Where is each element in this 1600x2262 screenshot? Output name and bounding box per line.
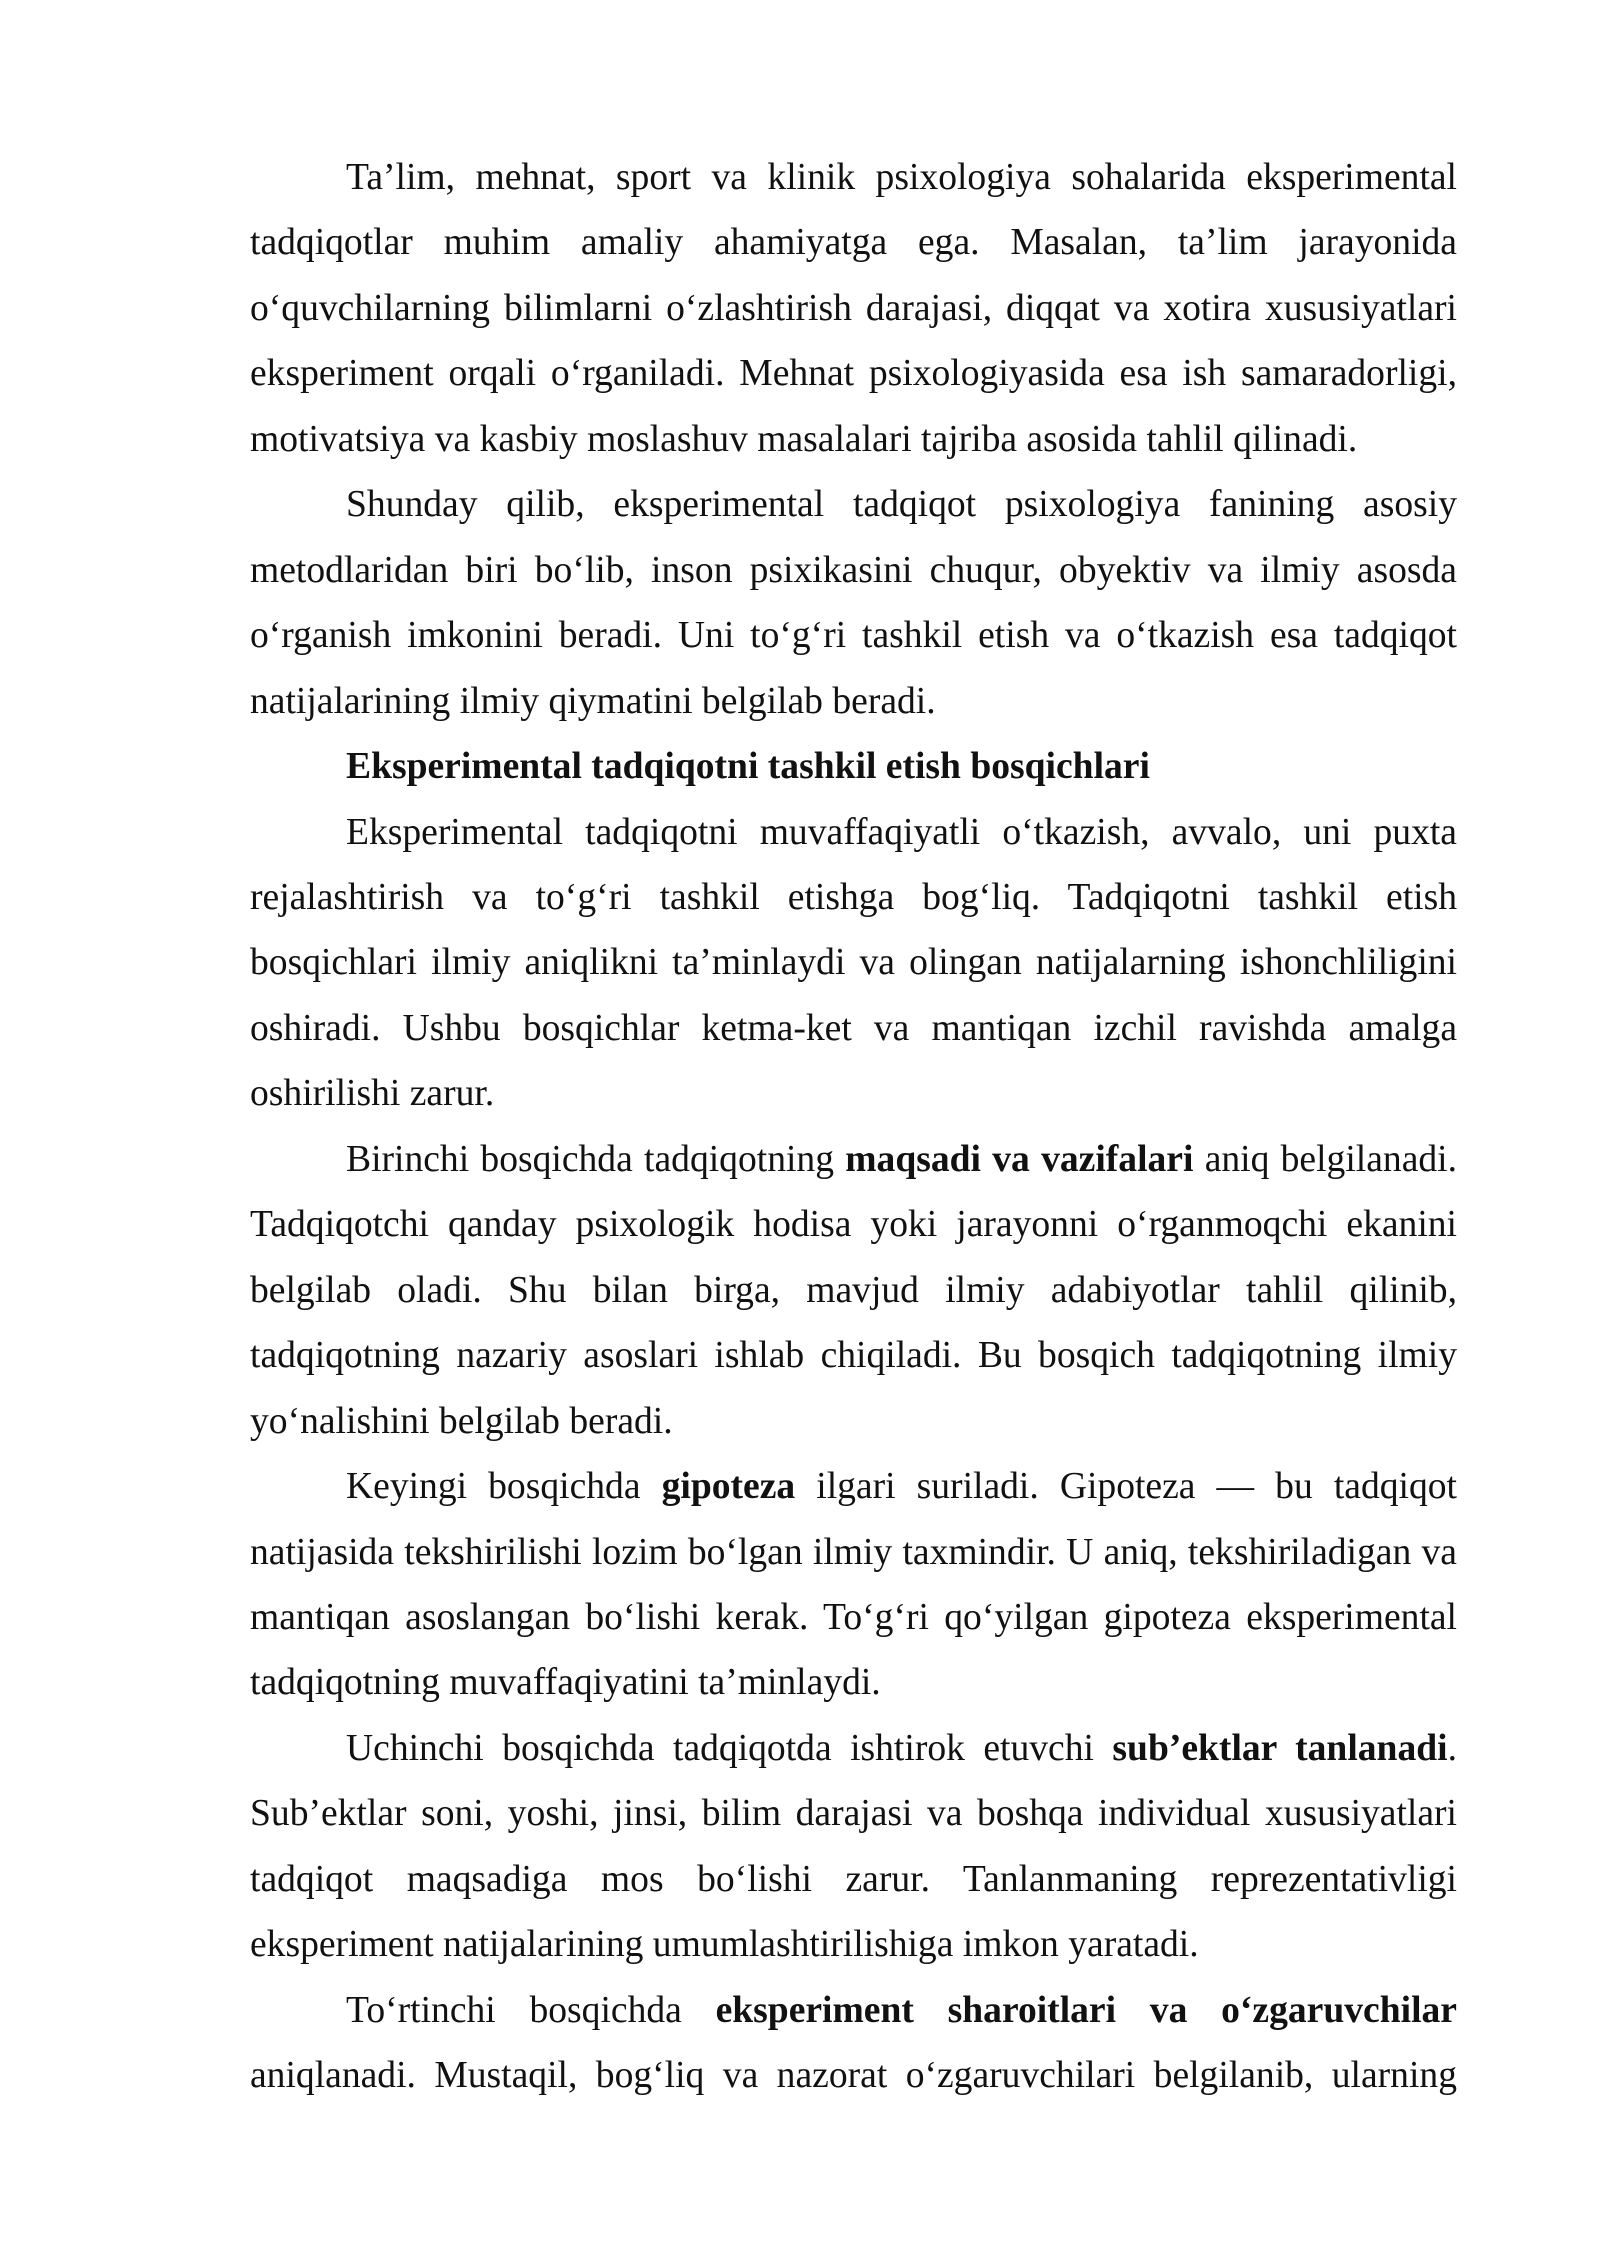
paragraph xyxy=(250,145,1457,472)
section-heading: Eksperimental tadqiqotni tashkil etish bosqichlari xyxy=(346,746,1150,788)
text-run: mantiqan asoslangan bo‘lishi kerak. To‘g‘ri qo‘yilgan gipoteza eksperimental xyxy=(250,1596,1457,1638)
text-line xyxy=(250,930,1457,995)
text-run: metodlaridan biri bo‘lib, inson psixikasini chuqur, obyektiv va ilmiy asosda xyxy=(250,549,1457,591)
text-line xyxy=(250,1454,1457,1519)
paragraph xyxy=(250,472,1457,734)
text-run: Uchinchi bosqichda tadqiqotda ishtirok etuvchi xyxy=(346,1727,1113,1769)
text-run: oshirilishi zarur. xyxy=(250,1073,495,1115)
text-line xyxy=(250,1781,1457,1846)
text-run: oshiradi. Ushbu bosqichlar ketma-ket va mantiqan izchil ravishda amalga xyxy=(250,1007,1457,1049)
text-run: aniqlanadi. Mustaqil, bog‘liq va nazorat o‘zgaruvchilari belgilanib, ularning xyxy=(250,2055,1457,2097)
document-body xyxy=(250,145,1457,2109)
text-line xyxy=(250,1650,1457,1715)
text-run: ilgari suriladi. Gipoteza — bu tadqiqot xyxy=(795,1466,1457,1508)
text-line xyxy=(250,1847,1457,1912)
text-run: o‘quvchilarning bilimlarni o‘zlashtirish darajasi, diqqat va xotira xususiyatlari xyxy=(250,287,1457,329)
text-line xyxy=(250,669,1457,734)
text-run: rejalashtirish va to‘g‘ri tashkil etishga bog‘liq. Tadqiqotni tashkil etish xyxy=(250,876,1457,918)
text-run: tadqiqot maqsadiga mos bo‘lishi zarur. Tanlanmaning reprezentativligi xyxy=(250,1858,1457,1900)
text-run: tadqiqotning muvaffaqiyatini ta’minlaydi. xyxy=(250,1662,881,1704)
text-run: eksperiment orqali o‘rganiladi. Mehnat psixologiyasida esa ish samaradorligi, xyxy=(250,353,1457,395)
text-run: Eksperimental tadqiqotni muvaffaqiyatli o‘tkazish, avvalo, uni puxta xyxy=(346,811,1457,853)
text-line xyxy=(250,1520,1457,1585)
text-run: Sub’ektlar soni, yoshi, jinsi, bilim darajasi va boshqa individual xususiyatlari xyxy=(250,1793,1457,1835)
text-run: . xyxy=(1447,1727,1457,1769)
bold-term: sub’ektlar tanlanadi xyxy=(1112,1727,1448,1769)
text-line xyxy=(250,800,1457,865)
text-run: natijalarining ilmiy qiymatini belgilab beradi. xyxy=(250,680,936,722)
text-run: eksperiment natijalarining umumlashtirilishiga imkon yaratadi. xyxy=(250,1924,1199,1966)
text-run: belgilab oladi. Shu bilan birga, mavjud ilmiy adabiyotlar tahlil qilinib, xyxy=(250,1269,1457,1311)
text-line xyxy=(250,538,1457,603)
text-line xyxy=(250,1061,1457,1126)
text-line xyxy=(250,1258,1457,1323)
text-line xyxy=(250,1192,1457,1257)
text-run: To‘rtinchi bosqichda xyxy=(346,1989,716,2031)
text-line xyxy=(250,407,1457,472)
text-line xyxy=(250,1912,1457,1977)
text-run: natijasida tekshirilishi lozim bo‘lgan ilmiy taxmindir. U aniq, tekshiriladigan va xyxy=(250,1531,1457,1573)
text-line xyxy=(250,603,1457,668)
text-line xyxy=(250,1585,1457,1650)
text-line xyxy=(250,1323,1457,1388)
paragraph xyxy=(250,1978,1457,2109)
bold-term: eksperiment sharoitlari va o‘zgaruvchilar xyxy=(715,1989,1457,2031)
text-run: tadqiqotlar muhim amaliy ahamiyatga ega. Masalan, ta’lim jarayonida xyxy=(250,222,1457,264)
text-line xyxy=(250,1978,1457,2043)
text-line xyxy=(250,996,1457,1061)
text-line xyxy=(250,472,1457,537)
paragraph xyxy=(250,1127,1457,1454)
bold-term: gipoteza xyxy=(661,1466,796,1508)
text-line xyxy=(250,2043,1457,2108)
bold-term: maqsadi va vazifalari xyxy=(845,1138,1194,1180)
text-run: motivatsiya va kasbiy moslashuv masalalari tajriba asosida tahlil qilinadi. xyxy=(250,418,1358,460)
text-line xyxy=(250,341,1457,406)
text-run: Tadqiqotchi qanday psixologik hodisa yoki jarayonni o‘rganmoqchi ekanini xyxy=(250,1204,1457,1246)
text-line xyxy=(250,865,1457,930)
text-run: aniq belgilanadi. xyxy=(1193,1138,1457,1180)
text-line xyxy=(250,276,1457,341)
text-line xyxy=(250,1716,1457,1781)
text-run: Birinchi bosqichda tadqiqotning xyxy=(346,1138,846,1180)
text-run: yo‘nalishini belgilab beradi. xyxy=(250,1400,673,1442)
text-run: Ta’lim, mehnat, sport va klinik psixologiya sohalarida eksperimental xyxy=(346,157,1457,198)
paragraph xyxy=(250,1454,1457,1716)
text-run: tadqiqotning nazariy asoslari ishlab chiqiladi. Bu bosqich tadqiqotning ilmiy xyxy=(250,1335,1457,1377)
paragraph xyxy=(250,1716,1457,1978)
paragraph xyxy=(250,800,1457,1127)
text-run: Keyingi bosqichda xyxy=(346,1466,662,1508)
text-line xyxy=(250,145,1457,210)
text-run: o‘rganish imkonini beradi. Uni to‘g‘ri tashkil etish va o‘tkazish esa tadqiqot xyxy=(250,615,1457,657)
text-line xyxy=(250,1127,1457,1192)
text-line xyxy=(250,210,1457,275)
text-line xyxy=(250,1389,1457,1454)
text-run: Shunday qilib, eksperimental tadqiqot psixologiya fanining asosiy xyxy=(346,484,1457,526)
text-run: bosqichlari ilmiy aniqlikni ta’minlaydi va olingan natijalarning ishonchliligini xyxy=(250,942,1457,984)
